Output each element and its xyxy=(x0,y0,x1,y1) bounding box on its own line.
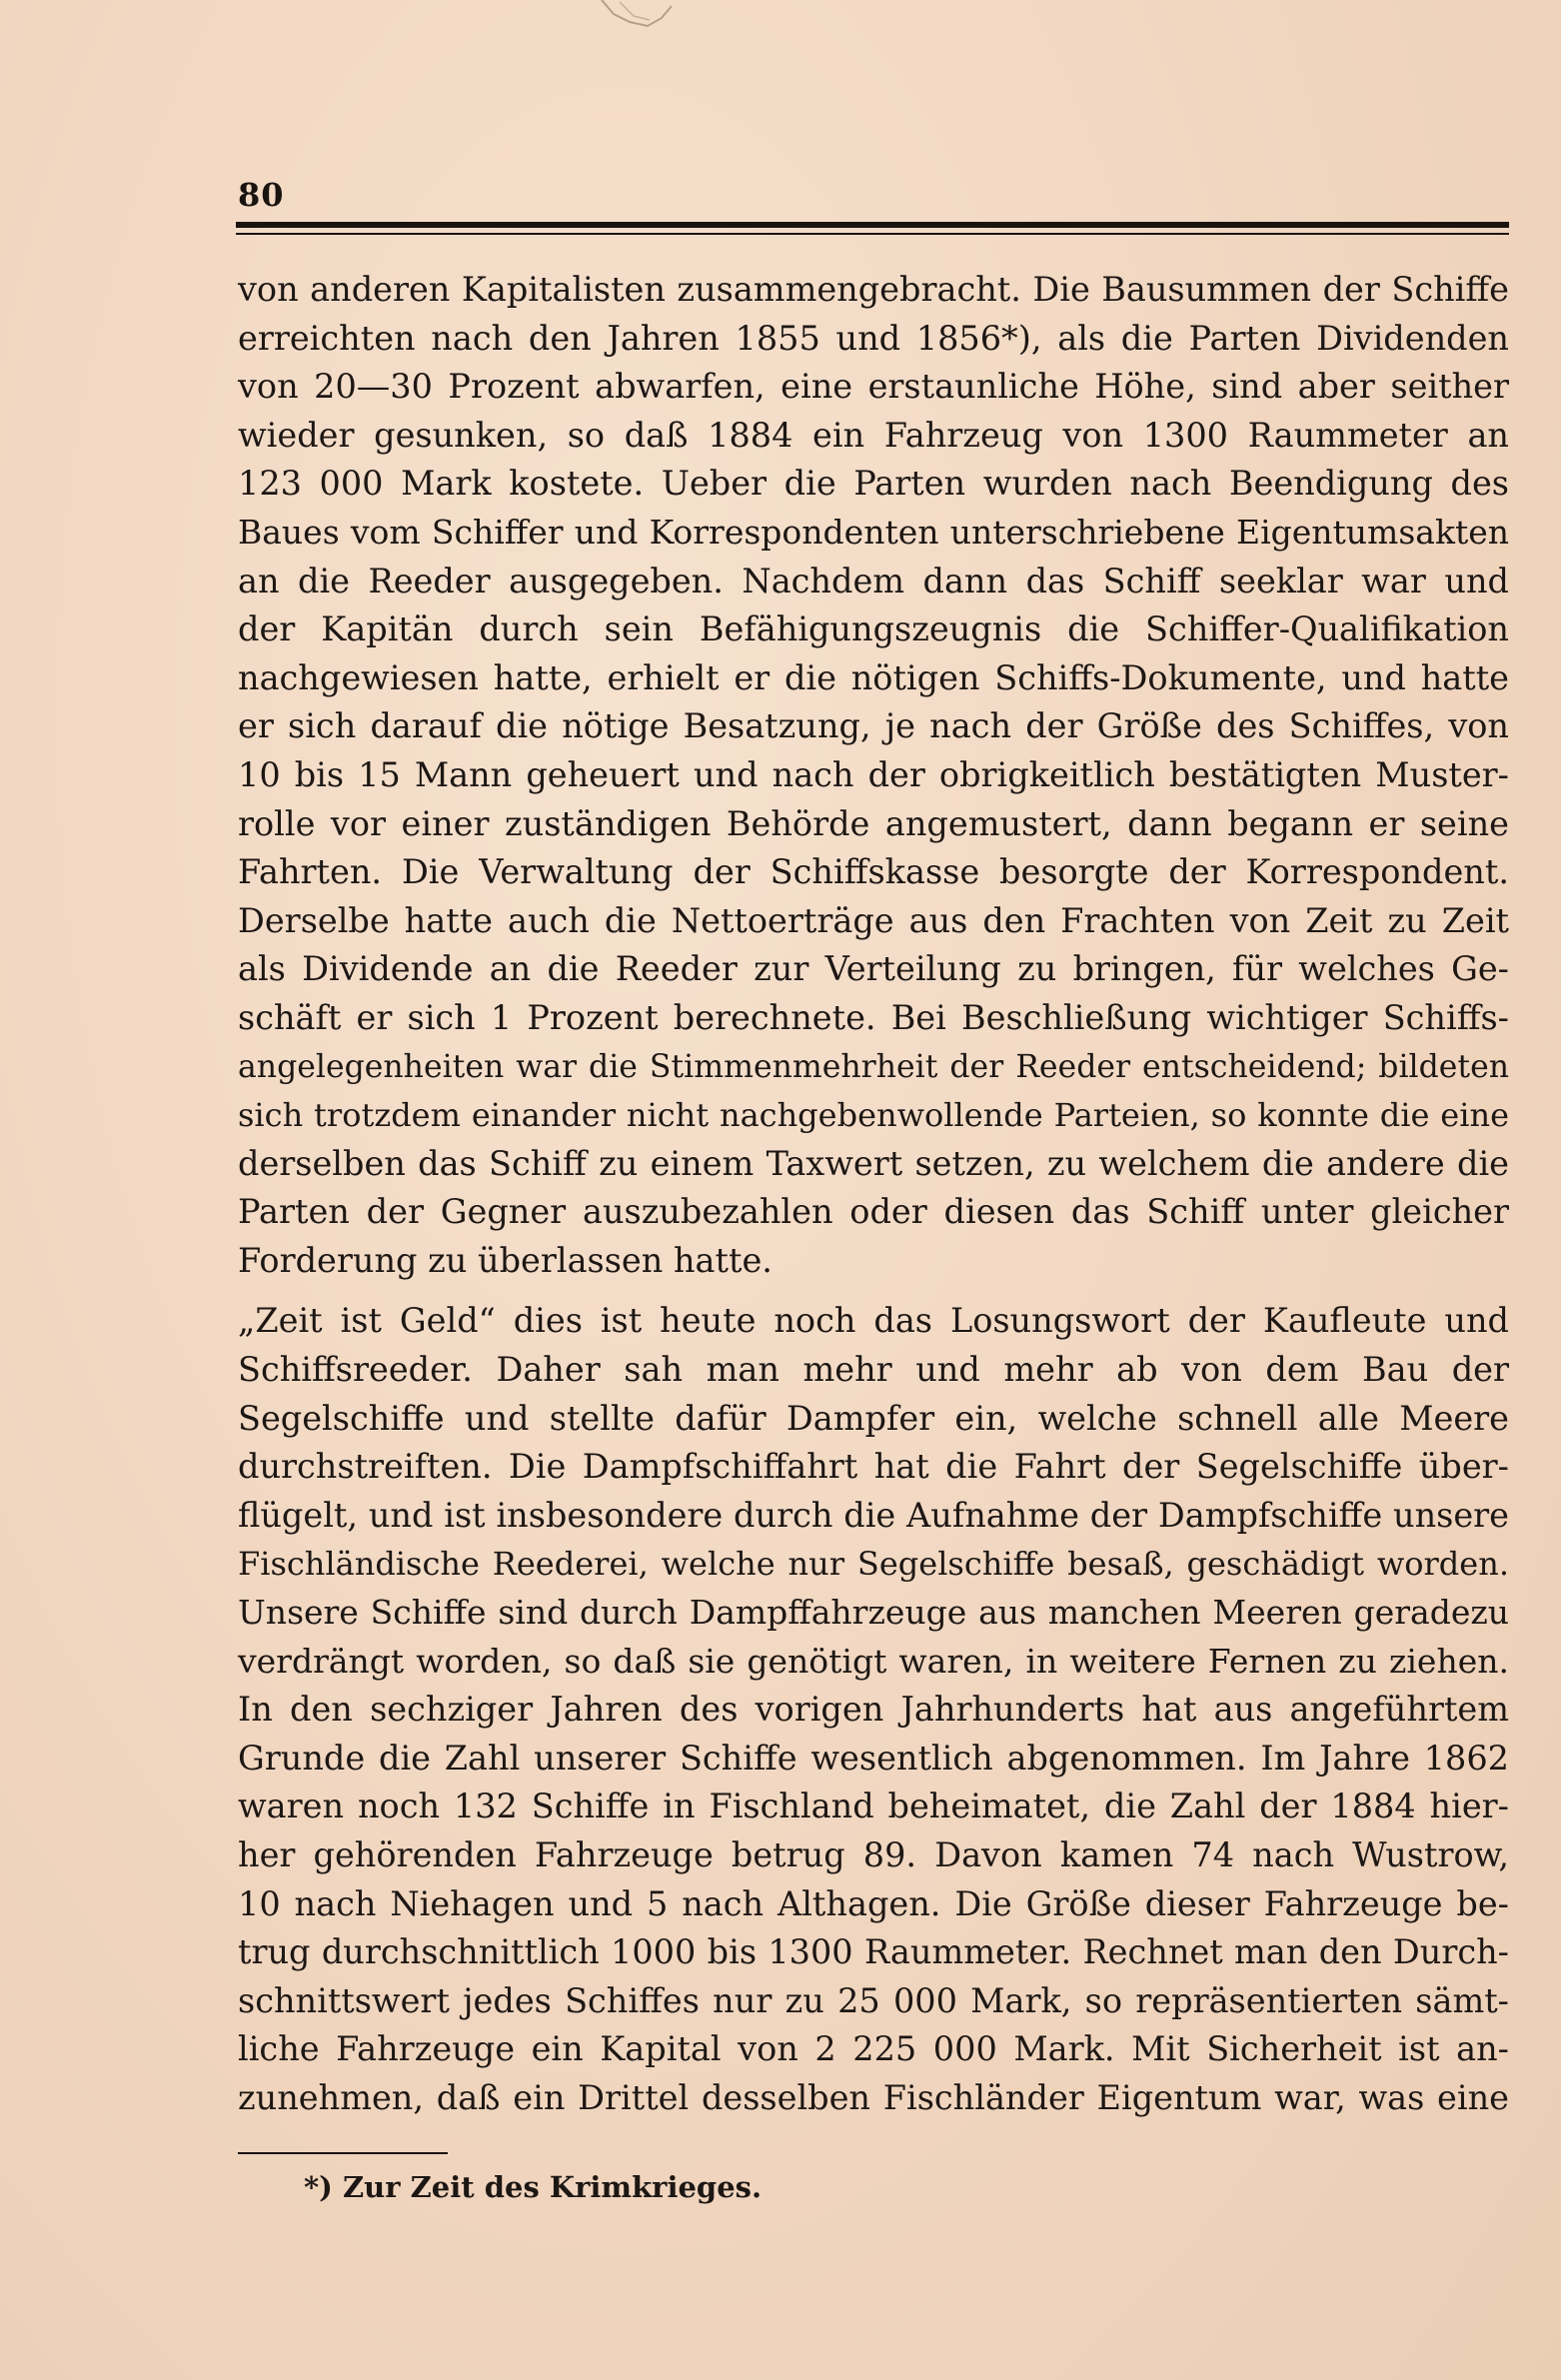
text-line: 10 nach Niehagen und 5 nach Althagen. Die Größe dieser Fahrzeuge be- xyxy=(238,1883,1509,1923)
text-line: schäft er sich 1 Prozent berechnete. Bei Beschließung wichtiger Schiffs- xyxy=(238,997,1509,1037)
paragraph-gap xyxy=(238,1285,1509,1297)
text-line: Derselbe hatte auch die Nettoerträge aus den Frachten von Zeit zu Zeit xyxy=(238,900,1509,940)
text-line: Unsere Schiffe sind durch Dampffahrzeuge aus manchen Meeren geradezu xyxy=(238,1593,1509,1633)
text-line: angelegenheiten war die Stimmenmehrheit der Reeder entscheidend; bildeten xyxy=(238,1048,1509,1085)
text-line: her gehörenden Fahrzeuge betrug 89. Davon kamen 74 nach Wustrow, xyxy=(238,1835,1509,1874)
text-line: „Zeit ist Geld“ dies ist heute noch das Losungswort der Kaufleute und xyxy=(238,1301,1509,1341)
text-line: In den sechziger Jahren des vorigen Jahrhunderts hat aus angeführtem xyxy=(238,1690,1509,1730)
text-line: von anderen Kapitalisten zusammengebracht. Die Bausummen der Schiffe xyxy=(238,270,1509,309)
text-line: rolle vor einer zuständigen Behörde angemustert, dann begann er seine xyxy=(238,803,1509,843)
text-line: 10 bis 15 Mann geheuert und nach der obrigkeitlich bestätigten Muster- xyxy=(238,754,1509,794)
paper-tear-mark xyxy=(600,0,680,40)
text-line: Grunde die Zahl unserer Schiffe wesentlich abgenommen. Im Jahre 1862 xyxy=(238,1738,1509,1778)
text-line: wieder gesunken, so daß 1884 ein Fahrzeug von 1300 Raummeter an xyxy=(238,415,1509,455)
text-line: von 20—30 Prozent abwarfen, eine erstaunliche Höhe, sind aber seither xyxy=(238,367,1509,407)
header-rule-thick xyxy=(236,222,1509,228)
text-line: an die Reeder ausgegeben. Nachdem dann das Schiff seeklar war und xyxy=(238,561,1509,600)
text-line: derselben das Schiff zu einem Taxwert setzen, zu welchem die andere die xyxy=(238,1143,1509,1183)
text-line: er sich darauf die nötige Besatzung, je nach der Größe des Schiffes, von xyxy=(238,706,1509,746)
text-line: Fahrten. Die Verwaltung der Schiffskasse besorgte der Korrespondent. xyxy=(238,852,1509,892)
text-line: der Kapitän durch sein Befähigungszeugnis die Schiffer-Qualifikation xyxy=(238,609,1509,649)
text-line: Forderung zu überlassen hatte. xyxy=(238,1240,773,1280)
text-line: schnittswert jedes Schiffes nur zu 25 000 Mark, so repräsentierten sämt- xyxy=(238,1980,1509,2020)
body-text xyxy=(238,266,1509,2123)
text-line: zunehmen, daß ein Drittel desselben Fischländer Eigentum war, was eine xyxy=(238,2077,1509,2117)
paragraph-2 xyxy=(238,1297,1509,2122)
text-line: sich trotzdem einander nicht nachgebenwollende Parteien, so konnte die eine xyxy=(238,1096,1509,1135)
text-line: liche Fahrzeuge ein Kapital von 2 225 000 Mark. Mit Sicherheit ist an- xyxy=(238,2029,1509,2069)
text-line: Parten der Gegner auszubezahlen oder diesen das Schiff unter gleicher xyxy=(238,1192,1509,1232)
text-line: flügelt, und ist insbesondere durch die Aufnahme der Dampfschiffe unsere xyxy=(238,1495,1509,1535)
text-line: Fischländische Reederei, welche nur Segelschiffe besaß, geschädigt worden. xyxy=(238,1545,1509,1584)
text-line: nachgewiesen hatte, erhielt er die nötigen Schiffs-Dokumente, und hatte xyxy=(238,657,1509,697)
text-line: erreichten nach den Jahren 1855 und 1856*), als die Parten Dividenden xyxy=(238,318,1509,358)
text-line: Segelschiffe und stellte dafür Dampfer ein, welche schnell alle Meere xyxy=(238,1398,1509,1438)
header-rule-thin xyxy=(236,233,1509,235)
text-line: verdrängt worden, so daß sie genötigt waren, in weitere Fernen zu ziehen. xyxy=(238,1641,1509,1681)
text-line: waren noch 132 Schiffe in Fischland beheimatet, die Zahl der 1884 hier- xyxy=(238,1786,1509,1826)
text-line: durchstreiften. Die Dampfschiffahrt hat die Fahrt der Segelschiffe über- xyxy=(238,1447,1509,1487)
text-line: Schiffsreeder. Daher sah man mehr und mehr ab von dem Bau der xyxy=(238,1350,1509,1390)
page-number: 80 xyxy=(238,176,285,214)
text-line: 123 000 Mark kostete. Ueber die Parten wurden nach Beendigung des xyxy=(238,464,1509,504)
paragraph-1 xyxy=(238,266,1509,1285)
footnote: *) Zur Zeit des Krimkrieges. xyxy=(304,2170,763,2204)
text-line: als Dividende an die Reeder zur Verteilung zu bringen, für welches Ge- xyxy=(238,949,1509,989)
text-line: trug durchschnittlich 1000 bis 1300 Raummeter. Rechnet man den Durch- xyxy=(238,1932,1509,1972)
text-line: Baues vom Schiffer und Korrespondenten unterschriebene Eigentumsakten xyxy=(238,512,1509,552)
footnote-rule xyxy=(238,2152,448,2154)
